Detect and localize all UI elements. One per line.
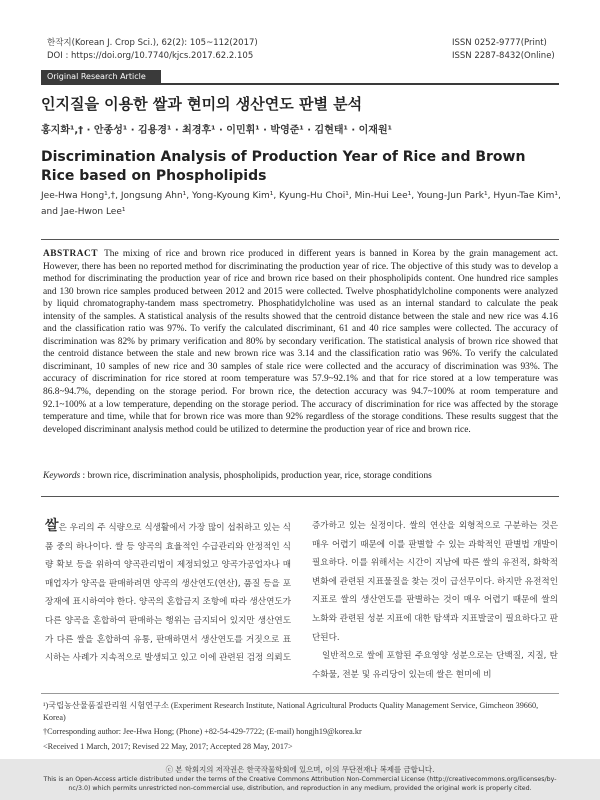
footnote-divider — [41, 693, 559, 694]
authors-korean: 홍지화¹,† · 안종성¹ · 김용경¹ · 최경후¹ · 이민휘¹ · 박영준¹ · 김현태¹ · 이재원¹ — [41, 125, 393, 136]
footnote-received: <Received 1 March, 2017; Revised 22 May, 2017; Accepted 28 May, 2017> — [43, 741, 293, 751]
abstract-bottom-divider — [41, 496, 559, 497]
keywords-text: : brown rice, discrimination analysis, phospholipids, production year, rice, storage conditions — [80, 471, 432, 481]
footnote-corresponding: †Corresponding author: Jee-Hwa Hong; (Phone) +82-54-429-7722; (E-mail) hongjh19@korea.kr — [43, 727, 362, 736]
license-text: This is an Open-Access article distributed under the terms of the Creative Commons Attribution Non-Commercial License (http://creativecommons.org/licenses/by-nc/3.0) which permits unrestricted non-commercial use, distribution, and reproduction in any medium, provided the original work is properly cited. — [43, 776, 557, 792]
journal-header — [47, 37, 258, 63]
body-column-left — [45, 517, 291, 668]
body-paragraph-3: 일반적으로 쌀에 포함된 주요영양 성분으로는 단백질, 지질, 탄수화물, 전분 및 유리당이 있는데 쌀은 현미에 비 — [312, 651, 558, 680]
authors-english: Jee-Hwa Hong¹,†, Jongsung Ahn¹, Yong-Kyoung Kim¹, Kyung-Hu Choi¹, Min-Hui Lee¹, Young-Jun Park¹, Hyun-Tae Kim¹, and Jae-Hwon Lee¹ — [41, 191, 561, 217]
issn-print: ISSN 0252-9777(Print) — [452, 38, 547, 48]
abstract-label: ABSTRACT — [43, 249, 99, 259]
abstract — [43, 248, 558, 436]
issn-block — [452, 37, 555, 63]
abstract-text: The mixing of rice and brown rice produced in different years is banned in Korea by the grain management act. However, there has been no reported method for discriminating the production year of rice. The objective of this study was to develop a method for discriminating the production year of rice and brown rice based on their phospholipids content. One hundred rice samples and 130 brown rice samples produced between 2012 and 2015 were collected. Twelve phosphatidylcholine components were analyzed by liquid chromatography-tandem mass spectrometry. Phosphatidylcholine was used as an internal standard to calculate the peak intensity of the samples. A statistical analysis of the results showed that the centroid distance between the stale and new rice was 4.16 and the classification ratio was 97%. To verify the calculated discriminant, 61 and 40 rice samples were collected. The accuracy of discrimination was 82% by primary verification and 80% by secondary verification. The statistical analysis of brown rice showed that the centroid distance between the stale and new brown rice was 3.14 and the classification ratio was 96%. To verify the calculated discriminant, 10 samples of new rice and 30 samples of stale rice were collected and the accuracy of discrimination was 93%. The accuracy of discrimination for rice stored at room temperature was 57.9~92.1% and that for rice stored at a low temperature was 86.8~94.7%, depending on the storage period. For brown rice, the detection accuracy was 94.7~100% at room temperature and 92.1~100% at a low temperature, depending on the storage period. The accuracy of discrimination for rice was affected by the storage temperature and time, while that for brown rice was more than 92% regardless of the storage conditions. These results suggest that the developed discriminant analysis method could be utilized to determine the production year of rice and brown rice. — [43, 249, 558, 435]
body-column-right — [312, 517, 558, 684]
header-divider — [41, 83, 559, 85]
copyright-notice: ⓒ 본 학회지의 저작권은 한국작물학회에 있으며, 이의 무단전재나 복제를 금합니다. — [165, 765, 435, 774]
body-paragraph-1: 은 우리의 주 식량으로 식생활에서 가장 많이 섭취하고 있는 식품 중의 하나이다. 쌀 등 양곡의 효율적인 수급관리와 안정적인 식량 확보 등을 위하여 양곡관리법이 제정되었고 양곡가공업자나 매매업자가 양곡을 판매하려면 양곡의 생산연도(연산), 품질 등을 포장재에 표시하여야 한다. 양곡의 혼합금지 조항에 따라 생산연도가 다른 양곡을 혼합하여 판매하는 행위는 금지되어 있지만 생산연도가 다른 쌀을 혼합하여 유통, 판매하면서 생산연도를 거짓으로 표시하는 사례가 지속적으로 발생되고 있고 이에 관련된 검정 의뢰도 — [45, 523, 291, 664]
title-korean: 인지질을 이용한 쌀과 현미의 생산연도 판별 분석 — [41, 95, 363, 113]
footnotes — [43, 700, 558, 755]
abstract-top-divider — [41, 239, 559, 240]
body-paragraph-2: 증가하고 있는 실정이다. 쌀의 연산을 외형적으로 구분하는 것은 매우 어렵기 때문에 이를 판별할 수 있는 과학적인 판별법 개발이 필요하다. 이를 위해서는 시간이 지남에 따른 쌀의 유전적, 화학적 변화에 관련된 지표물질을 찾는 것이 급선무이다. 하지만 유전적인 지표로 쌀의 생산연도를 판별하는 것이 매우 어렵기 때문에 쌀의 노화와 관련된 성분 지표에 대한 탐색과 지표발굴이 필요하다고 판단된다. — [312, 521, 558, 643]
doi-link[interactable]: DOI : https://doi.org/10.7740/kjcs.2017.62.2.105 — [47, 51, 254, 61]
journal-citation: 한작지(Korean J. Crop Sci.), 62(2): 105~112(2017) — [47, 38, 258, 48]
issn-online: ISSN 2287-8432(Online) — [452, 51, 555, 61]
section-tag: Original Research Article — [41, 70, 161, 83]
title-english: Discrimination Analysis of Production Year of Rice and Brown Rice based on Phospholipids — [41, 149, 526, 184]
keywords — [43, 470, 558, 483]
footnote-affiliation: ¹)국립농산물품질관리원 시험연구소 (Experiment Research Institute, National Agricultural Products Quality Management Service, Gimcheon 39660, Korea) — [43, 701, 539, 722]
dropcap: 쌀 — [45, 518, 59, 534]
keywords-label: Keywords — [43, 471, 81, 481]
